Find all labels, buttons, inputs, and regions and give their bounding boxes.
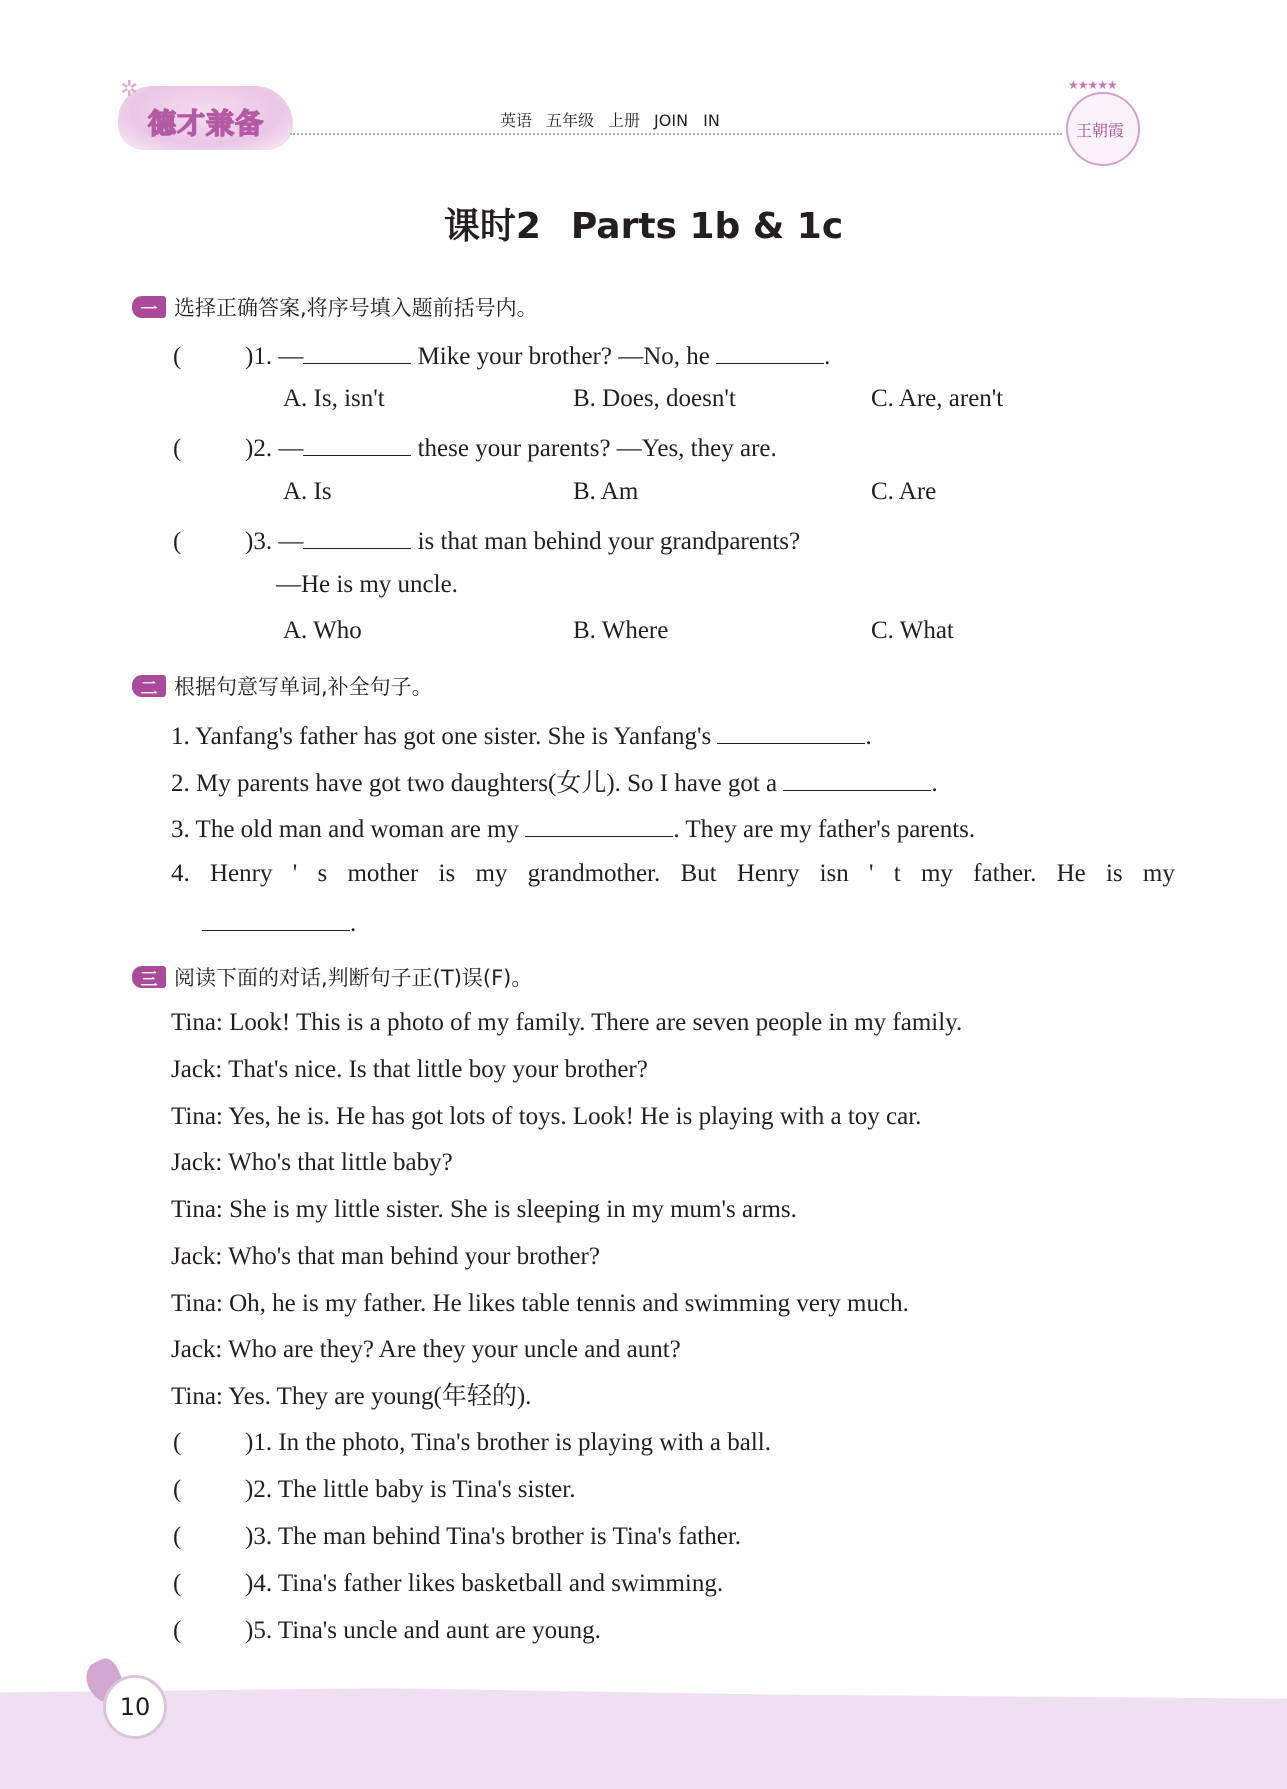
section-badge: 一 bbox=[132, 296, 166, 318]
dialogue-line: Jack: Who's that little baby? bbox=[171, 1149, 453, 1176]
blank[interactable] bbox=[717, 717, 865, 744]
answer-paren[interactable]: ( bbox=[173, 1523, 182, 1550]
subject: 英语 bbox=[500, 111, 533, 130]
page-number-text: 10 bbox=[119, 1693, 151, 1721]
header-logo bbox=[118, 76, 293, 152]
q-text: Mike your brother? —No, he bbox=[411, 343, 717, 370]
s-text: 3. The old man and woman are my bbox=[171, 816, 526, 843]
question-2 bbox=[173, 429, 777, 463]
parts-label: Parts 1b & 1c bbox=[570, 206, 844, 247]
sentence-4-end bbox=[202, 904, 356, 938]
answer-paren[interactable]: ( bbox=[173, 1570, 182, 1597]
blank[interactable] bbox=[202, 904, 350, 931]
statement-4 bbox=[173, 1567, 723, 1601]
statement-text: )1. In the photo, Tina's brother is playing with a ball. bbox=[245, 1429, 771, 1456]
section-instruction: 阅读下面的对话,判断句子正(T)误(F)。 bbox=[174, 966, 533, 990]
dialogue-line: Tina: She is my little sister. She is sleeping in my mum's arms. bbox=[171, 1196, 797, 1223]
statement-text: )2. The little baby is Tina's sister. bbox=[245, 1476, 576, 1503]
footer-wave bbox=[0, 1684, 1287, 1789]
statement-1 bbox=[173, 1426, 771, 1460]
option-a: A. Is bbox=[283, 478, 332, 505]
section-1-header bbox=[132, 292, 538, 322]
statement-2 bbox=[173, 1473, 575, 1507]
textbook: JOIN IN bbox=[654, 111, 720, 130]
q-num: )3. — bbox=[245, 528, 304, 555]
logo-text: 德才兼备 bbox=[148, 107, 265, 140]
dialogue-line: Jack: Who's that man behind your brother? bbox=[171, 1243, 600, 1270]
option-b: B. Does, doesn't bbox=[573, 385, 736, 412]
dialogue-line: Tina: Oh, he is my father. He likes table tennis and swimming very much. bbox=[171, 1290, 909, 1317]
q-text: . bbox=[824, 343, 831, 370]
question-1-options bbox=[0, 382, 1287, 416]
option-a: A. Who bbox=[283, 617, 362, 644]
section-badge: 三 bbox=[132, 966, 166, 988]
blank[interactable] bbox=[303, 522, 411, 549]
dialogue-line: Tina: Look! This is a photo of my family. There are seven people in my family. bbox=[171, 1009, 963, 1036]
q-num: )1. — bbox=[245, 343, 304, 370]
dialogue-line: Jack: Who are they? Are they your uncle and aunt? bbox=[171, 1336, 681, 1363]
dialogue-line: Tina: Yes. They are young(年轻的). bbox=[171, 1383, 532, 1410]
blank[interactable] bbox=[525, 810, 673, 837]
sentence-2 bbox=[171, 764, 938, 798]
volume: 上册 bbox=[608, 111, 641, 130]
statement-text: )4. Tina's father likes basketball and swimming. bbox=[245, 1570, 724, 1597]
stars-icon: ★★★★★ bbox=[1068, 78, 1117, 92]
section-2-header bbox=[132, 671, 433, 701]
s-text: 1. Yanfang's father has got one sister. She is Yanfang's bbox=[171, 723, 718, 750]
answer-paren: ( bbox=[173, 435, 182, 462]
section-instruction: 选择正确答案,将序号填入题前括号内。 bbox=[174, 296, 538, 320]
page-number bbox=[103, 1675, 167, 1739]
s-text: 2. My parents have got two daughters(女儿). So I have got a bbox=[171, 770, 784, 797]
option-c: C. What bbox=[871, 617, 954, 644]
question-1 bbox=[173, 337, 830, 371]
question-3-options bbox=[0, 614, 1287, 648]
sentence-3 bbox=[171, 810, 975, 844]
section-badge: 二 bbox=[132, 675, 166, 697]
answer-paren[interactable]: ( bbox=[173, 1476, 182, 1503]
palm-icon: ✲ bbox=[120, 76, 139, 101]
question-3 bbox=[173, 522, 800, 556]
blank[interactable] bbox=[716, 337, 824, 364]
dialogue-line: Tina: Yes, he is. He has got lots of toys. Look! He is playing with a toy car. bbox=[171, 1103, 922, 1130]
s-text: . bbox=[865, 723, 872, 750]
answer-paren[interactable]: ( bbox=[173, 1429, 182, 1456]
sentence-4: 4. Henry ' s mother is my grandmother. But Henry isn ' t my father. He is my bbox=[171, 860, 1175, 887]
seal-logo bbox=[1062, 78, 1140, 164]
question-3-answer: —He is my uncle. bbox=[276, 571, 458, 598]
section-instruction: 根据句意写单词,补全句子。 bbox=[174, 675, 433, 699]
statement-text: )3. The man behind Tina's brother is Tina's father. bbox=[245, 1523, 742, 1550]
option-c: C. Are, aren't bbox=[871, 385, 1004, 412]
q-text: is that man behind your grandparents? bbox=[411, 528, 801, 555]
answer-paren[interactable]: ( bbox=[173, 1617, 182, 1644]
option-b: B. Where bbox=[573, 617, 669, 644]
s-text: . They are my father's parents. bbox=[673, 816, 976, 843]
statement-3 bbox=[173, 1520, 741, 1554]
section-3-header bbox=[132, 962, 532, 992]
q-text: these your parents? —Yes, they are. bbox=[411, 435, 777, 462]
option-a: A. Is, isn't bbox=[283, 385, 385, 412]
statement-text: )5. Tina's uncle and aunt are young. bbox=[245, 1617, 601, 1644]
lesson-label: 课时2 bbox=[443, 206, 541, 247]
answer-paren: ( bbox=[173, 528, 182, 555]
grade: 五年级 bbox=[546, 111, 595, 130]
blank[interactable] bbox=[303, 429, 411, 456]
answer-paren: ( bbox=[173, 343, 182, 370]
blank[interactable] bbox=[783, 764, 931, 791]
dialogue-line: Jack: That's nice. Is that little boy your brother? bbox=[171, 1056, 648, 1083]
header-meta bbox=[500, 108, 734, 131]
s-text: . bbox=[350, 910, 357, 937]
option-b: B. Am bbox=[573, 478, 639, 505]
seal-text: 王朝霞 bbox=[1076, 121, 1125, 140]
blank[interactable] bbox=[303, 337, 411, 364]
question-2-options bbox=[0, 475, 1287, 509]
q-num: )2. — bbox=[245, 435, 304, 462]
header-divider bbox=[290, 133, 1062, 135]
s-text: . bbox=[931, 770, 938, 797]
sentence-1 bbox=[171, 717, 872, 751]
page-title bbox=[0, 198, 1287, 249]
option-c: C. Are bbox=[871, 478, 937, 505]
statement-5 bbox=[173, 1614, 601, 1648]
